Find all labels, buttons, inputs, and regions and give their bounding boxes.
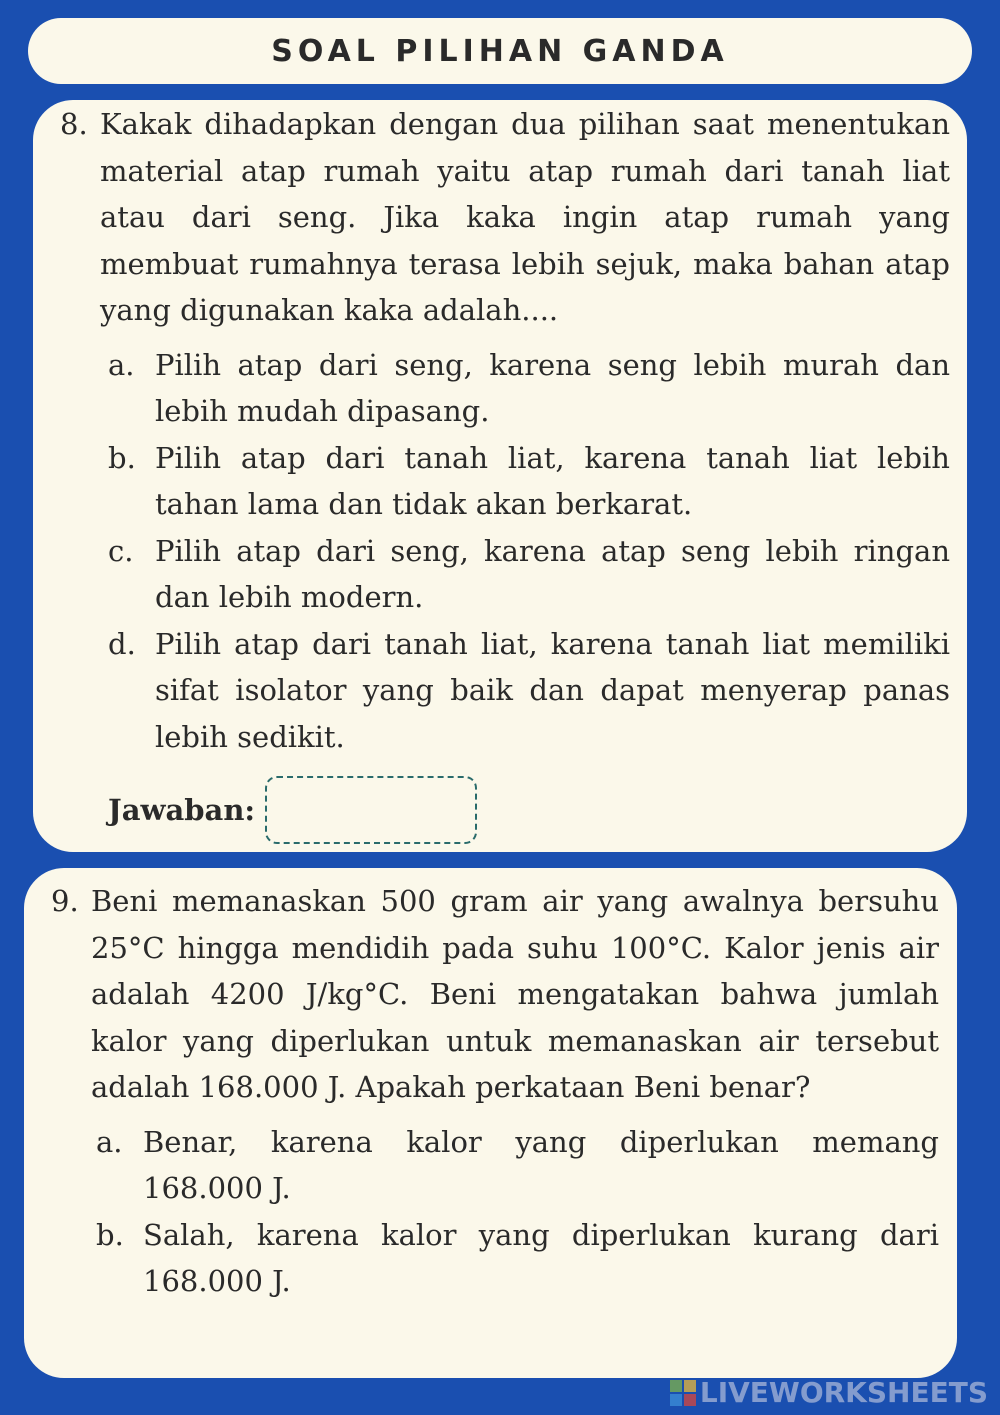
option-d[interactable] <box>108 621 950 761</box>
option-a[interactable] <box>96 1119 939 1212</box>
option-text: Pilih atap dari tanah liat, karena tanah liat lebih tahan lama dan tidak akan berkarat. <box>155 440 950 521</box>
question-number: 8. <box>60 107 88 141</box>
option-c[interactable] <box>108 528 950 621</box>
watermark-text: LIVEWORKSHEETS <box>699 1376 988 1409</box>
option-letter: a. <box>108 347 135 382</box>
answer-label: Jawaban: <box>108 792 256 827</box>
option-text: Pilih atap dari tanah liat, karena tanah liat memiliki sifat isolator yang baik dan dapat menyerap panas lebih sedikit. <box>155 626 950 754</box>
option-text: Salah, karena kalor yang diperlukan kurang dari 168.000 J. <box>143 1217 939 1298</box>
option-a[interactable] <box>108 342 950 435</box>
option-text: Pilih atap dari seng, karena seng lebih murah dan lebih mudah dipasang. <box>155 347 950 428</box>
options-list <box>96 1119 939 1305</box>
title-banner <box>28 18 972 84</box>
page-title: SOAL PILIHAN GANDA <box>271 33 729 69</box>
question-9 <box>51 878 939 1305</box>
option-letter: c. <box>108 533 134 568</box>
option-text: Benar, karena kalor yang diperlukan memang 168.000 J. <box>143 1124 939 1205</box>
option-letter: b. <box>108 440 136 475</box>
option-letter: d. <box>108 626 136 661</box>
question-text: Beni memanaskan 500 gram air yang awalnya bersuhu 25°C hingga mendidih pada suhu 100°C. Kalor jenis air adalah 4200 J/kg°C. Beni mengatakan bahwa jumlah kalor yang diperlukan untuk memanaskan air tersebut adalah 168.000 J. Apakah perkataan Beni benar? <box>91 884 939 1104</box>
option-b[interactable] <box>108 435 950 528</box>
option-letter: b. <box>96 1217 124 1252</box>
answer-row <box>108 776 950 844</box>
option-text: Pilih atap dari seng, karena atap seng lebih ringan dan lebih modern. <box>155 533 950 614</box>
liveworksheets-watermark <box>670 1376 988 1409</box>
option-letter: a. <box>96 1124 123 1159</box>
option-b[interactable] <box>96 1212 939 1305</box>
liveworksheets-logo-icon <box>670 1380 696 1406</box>
options-list <box>108 342 950 761</box>
question-number: 9. <box>51 884 79 918</box>
answer-input[interactable] <box>265 776 477 844</box>
question-text: Kakak dihadapkan dengan dua pilihan saat menentukan material atap rumah yaitu atap rumah dari tanah liat atau dari seng. Jika kaka ingin atap rumah yang membuat rumahnya terasa lebih sejuk, maka bahan atap yang digunakan kaka adalah.... <box>100 107 950 327</box>
question-8 <box>60 101 950 844</box>
